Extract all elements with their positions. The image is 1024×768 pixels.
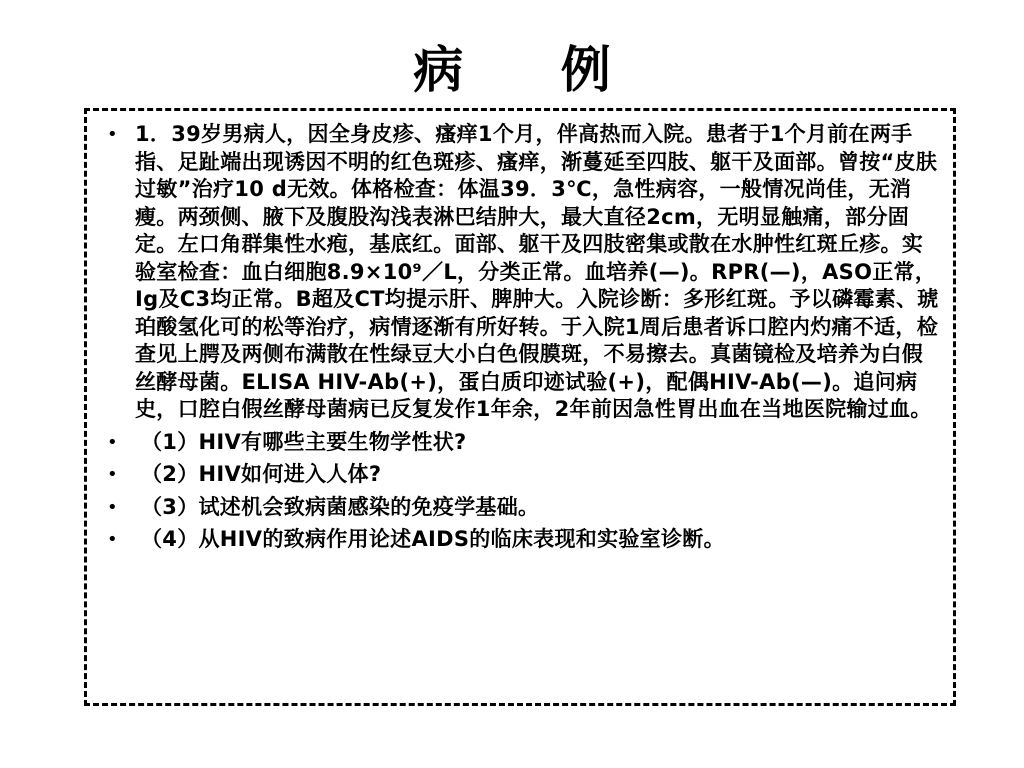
bullet-dot-icon: • (107, 496, 118, 518)
bullet-dot-icon: • (107, 124, 118, 145)
bullet-dot-icon: • (107, 464, 118, 485)
case-description-item (107, 121, 943, 424)
bullet-list (107, 121, 943, 554)
question-item-4 (107, 526, 943, 554)
case-content-box (84, 108, 956, 706)
question-text-1: （1）HIV有哪些主要生物学性状? (141, 429, 467, 454)
bullet-dot-icon: • (107, 431, 118, 453)
question-text-3: （3）试述机会致病菌感染的免疫学基础。 (141, 494, 540, 519)
question-item-2 (107, 461, 943, 489)
slide-title: 病 例 (413, 41, 651, 99)
question-text-2: （2）HIV如何进入人体? (141, 462, 382, 486)
question-item-1 (107, 429, 943, 457)
question-item-3 (107, 494, 943, 522)
case-description-text: 1．39岁男病人，因全身皮疹、瘙痒1个月，伴高热而入院。患者于1个月前在两手指、足趾端出现诱因不明的红色斑疹、瘙痒，渐蔓延至四肢、躯干及面部。曾按“皮肤过敏”治疗10 d无效。体格检查：体温39．3℃，急性病容，一般情况尚佳，无消瘦。两颈侧、腋下及腹股沟浅表淋巴结肿大，最大直径2cm，无明显触痛，部分固定。左口角群集性水疱，基底红。面部、躯干及四肢密集或散在水肿性红斑丘疹。实验室检查：血白细胞8.9×10⁹／L，分类正常。血培养(—)。RPR(—)，ASO正常，Ig及C3均正常。B超及CT均提示肝、脾肿大。入院诊断：多形红斑。予以磷霉素、琥珀酸氢化可的松等治疗，病情逐渐有所好转。于入院1周后患者诉口腔内灼痛不适，检查见上腭及两侧布满散在性绿豆大小白色假膜斑，不易擦去。真菌镜检及培养为白假丝酵母菌。ELISA HIV-Ab(+)，蛋白质印迹试验(+)，配偶HIV-Ab(—)。追问病史，口腔白假丝酵母菌病已反复发作1年余，2年前因急性胃出血在当地医院输过血。 (135, 122, 939, 421)
bullet-dot-icon: • (107, 529, 118, 550)
question-text-4: （4）从HIV的致病作用论述AIDS的临床表现和实验室诊断。 (141, 527, 725, 551)
